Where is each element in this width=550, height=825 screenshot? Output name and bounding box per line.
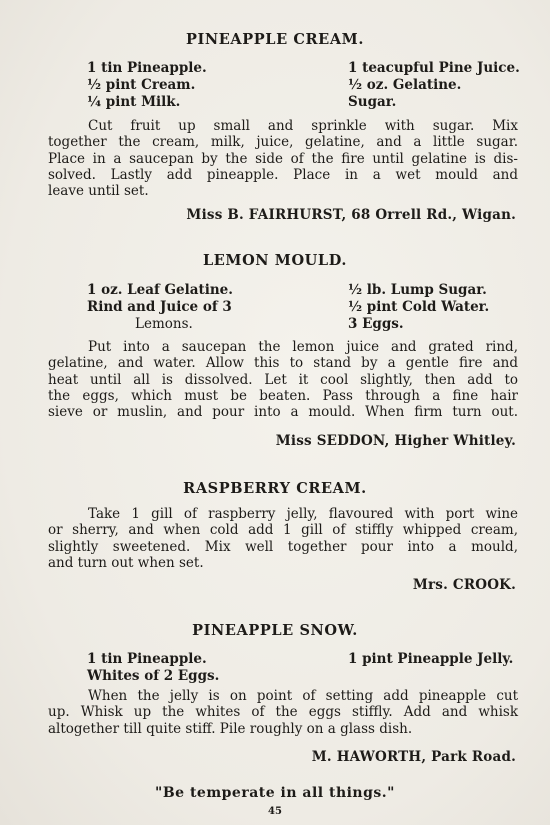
method-line: Take 1 gill of raspberry jelly, flavoured with port wine bbox=[88, 506, 518, 522]
ingredient: 1 pint Pineapple Jelly. bbox=[348, 651, 514, 667]
credit-pineapple-cream: Miss B. FAIRHURST, 68 Orrell Rd., Wigan. bbox=[186, 207, 516, 223]
method-line: together the cream, milk, juice, gelatine, and a little sugar. bbox=[48, 134, 518, 151]
ingredient: ½ oz. Gelatine. bbox=[348, 77, 462, 93]
method-line: altogether till quite stiff. Pile roughly on a glass dish. bbox=[48, 720, 413, 737]
method-raspberry-cream bbox=[48, 506, 518, 571]
method-pineapple-snow bbox=[48, 688, 518, 737]
ingredient: Rind and Juice of 3 bbox=[87, 299, 232, 315]
ingredient: ½ pint Cold Water. bbox=[348, 299, 490, 315]
method-line: When the jelly is on point of setting add pineapple cut bbox=[88, 688, 518, 704]
ingredient: Lemons. bbox=[135, 316, 193, 332]
ingredient: 1 oz. Leaf Gelatine. bbox=[87, 282, 233, 298]
recipe-lemon-mould bbox=[0, 251, 550, 271]
recipe-pineapple-snow bbox=[0, 621, 550, 641]
method-line: and turn out when set. bbox=[48, 554, 204, 571]
method-line: solved. Lastly add pineapple. Place in a wet mould and bbox=[48, 166, 518, 183]
method-pineapple-cream bbox=[48, 118, 518, 200]
ingredient: 1 tin Pineapple. bbox=[87, 651, 207, 667]
recipe-pineapple-cream bbox=[0, 30, 550, 50]
ingredient: ½ pint Cream. bbox=[87, 77, 196, 93]
method-line: heat until all is dissolved. Let it cool slightly, then add to bbox=[48, 371, 518, 388]
ingredient: ½ lb. Lump Sugar. bbox=[348, 282, 487, 298]
method-line: up. Whisk up the whites of the eggs stiffly. Add and whisk bbox=[48, 704, 518, 721]
page-number: 45 bbox=[268, 806, 282, 817]
credit-raspberry-cream: Mrs. CROOK. bbox=[412, 577, 516, 593]
recipe-title: PINEAPPLE SNOW. bbox=[192, 622, 358, 639]
method-line: slightly sweetened. Mix well together pour into a mould, bbox=[48, 538, 518, 555]
recipe-raspberry-cream bbox=[0, 479, 550, 499]
recipe-title: PINEAPPLE CREAM. bbox=[186, 31, 364, 48]
method-line: sieve or muslin, and pour into a mould. When firm turn out. bbox=[48, 404, 518, 421]
method-line: Cut fruit up small and sprinkle with sugar. Mix bbox=[88, 118, 518, 134]
ingredient: ¼ pint Milk. bbox=[87, 94, 181, 110]
method-line: gelatine, and water. Allow this to stand by a gentle fire and bbox=[48, 355, 518, 372]
method-lemon-mould bbox=[48, 339, 518, 421]
method-line: or sherry, and when cold add 1 gill of stiffly whipped cream, bbox=[48, 522, 518, 539]
ingredient: 1 tin Pineapple. bbox=[87, 60, 207, 76]
method-line: Place in a saucepan by the side of the fire until gelatine is dis- bbox=[48, 150, 518, 167]
ingredient: Whites of 2 Eggs. bbox=[87, 668, 220, 684]
ingredient: Sugar. bbox=[348, 94, 397, 110]
motto: "Be temperate in all things." bbox=[155, 785, 395, 801]
recipe-title: LEMON MOULD. bbox=[202, 252, 348, 269]
method-line: leave until set. bbox=[48, 183, 149, 200]
method-line: the eggs, which must be beaten. Pass through a fine hair bbox=[48, 387, 518, 404]
credit-lemon-mould: Miss SEDDON, Higher Whitley. bbox=[275, 433, 516, 449]
credit-pineapple-snow: M. HAWORTH, Park Road. bbox=[311, 749, 516, 765]
method-line: Put into a saucepan the lemon juice and grated rind, bbox=[88, 339, 518, 355]
ingredient: 1 teacupful Pine Juice. bbox=[348, 60, 520, 76]
recipe-title: RASPBERRY CREAM. bbox=[183, 480, 367, 497]
ingredient: 3 Eggs. bbox=[348, 316, 404, 332]
